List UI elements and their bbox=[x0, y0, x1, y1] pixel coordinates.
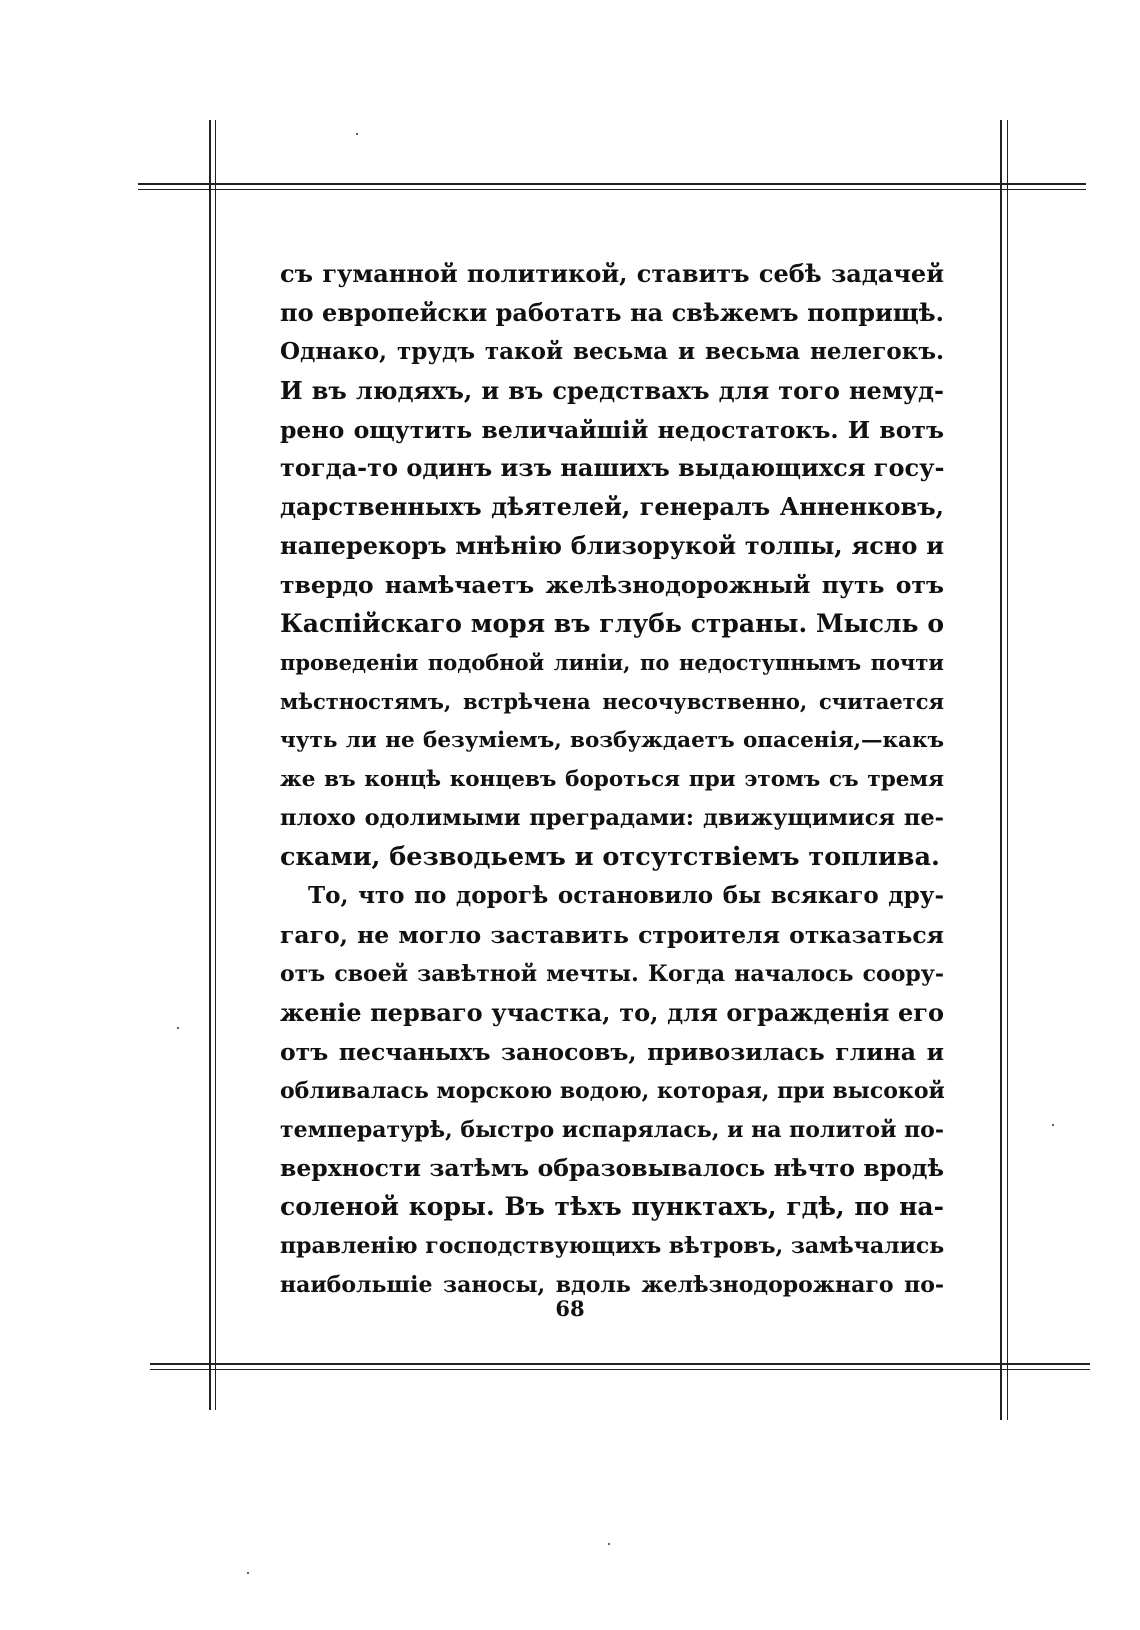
text-line: проведеніи подобной линіи, по недоступнымъ почти bbox=[280, 649, 944, 675]
frame-left-line-inner bbox=[215, 120, 216, 1410]
text-line: по европейски работать на свѣжемъ поприщѣ. bbox=[280, 297, 944, 327]
body-text bbox=[280, 255, 944, 1305]
text-line: сками, безводьемъ и отсутствіемъ топлива. bbox=[280, 842, 940, 873]
frame-left-line bbox=[209, 120, 211, 1410]
text-line: наперекоръ мнѣнію близорукой толпы, ясно и bbox=[280, 531, 944, 561]
text-line: То, что по дорогѣ остановило бы всякаго дру- bbox=[308, 882, 944, 910]
text-line: гаго, не могло заставить строителя отказаться bbox=[280, 921, 944, 950]
text-line: женіе перваго участка, то, для огражденія его bbox=[280, 997, 944, 1027]
text-line: рено ощутить величайшій недостатокъ. И вотъ bbox=[280, 415, 944, 444]
scan-speck bbox=[608, 1543, 610, 1545]
text-line: отъ своей завѣтной мечты. Когда началось соору- bbox=[280, 961, 944, 988]
text-line: тогда-то одинъ изъ нашихъ выдающихся госу- bbox=[280, 453, 945, 483]
text-line: чуть ли не безуміемъ, возбуждаетъ опасенія,—какъ bbox=[280, 727, 944, 753]
text-line: обливалась морскою водою, которая, при высокой bbox=[280, 1077, 945, 1104]
frame-right-line bbox=[1000, 120, 1002, 1420]
frame-bottom-line bbox=[150, 1363, 1090, 1365]
text-line: дарственныхъ дѣятелей, генералъ Анненковъ, bbox=[280, 492, 944, 522]
text-line: съ гуманной политикой, ставитъ себѣ задачей bbox=[280, 259, 944, 288]
frame-top-line-inner bbox=[138, 189, 1086, 190]
frame-top-line bbox=[138, 183, 1086, 185]
frame-right-line-inner bbox=[1007, 120, 1008, 1420]
text-line: температурѣ, быстро испарялась, и на политой по- bbox=[280, 1116, 944, 1143]
text-line: верхности затѣмъ образовывалось нѣчто вродѣ bbox=[280, 1154, 944, 1183]
page-number: 68 bbox=[555, 1296, 585, 1321]
text-line: мѣстностямъ, встрѣчена несочувственно, считается bbox=[280, 688, 944, 714]
text-line: отъ песчаныхъ заносовъ, привозилась глина и bbox=[280, 1037, 944, 1066]
scan-speck bbox=[177, 1027, 179, 1029]
text-line: Однако, трудъ такой весьма и весьма нелегокъ. bbox=[280, 337, 944, 365]
frame-bottom-line-inner bbox=[150, 1369, 1090, 1370]
scan-speck bbox=[1052, 1124, 1054, 1126]
text-line: же въ концѣ концевъ бороться при этомъ съ тремя bbox=[280, 766, 944, 792]
scan-speck bbox=[356, 133, 358, 135]
text-line: наибольшіе заносы, вдоль желѣзнодорожнаго по- bbox=[280, 1272, 944, 1299]
scan-speck bbox=[247, 1572, 249, 1574]
text-line: И въ людяхъ, и въ средствахъ для того немуд- bbox=[280, 375, 944, 405]
text-line: правленію господствующихъ вѣтровъ, замѣчались bbox=[280, 1233, 945, 1260]
text-line: соленой коры. Въ тѣхъ пунктахъ, гдѣ, по на- bbox=[280, 1192, 944, 1222]
text-line: твердо намѣчаетъ желѣзнодорожный путь отъ bbox=[280, 571, 944, 600]
text-line: плохо одолимыми преградами: движущимися пе- bbox=[280, 805, 944, 832]
text-line: Каспійскаго моря въ глубь страны. Мысль о bbox=[280, 609, 944, 639]
